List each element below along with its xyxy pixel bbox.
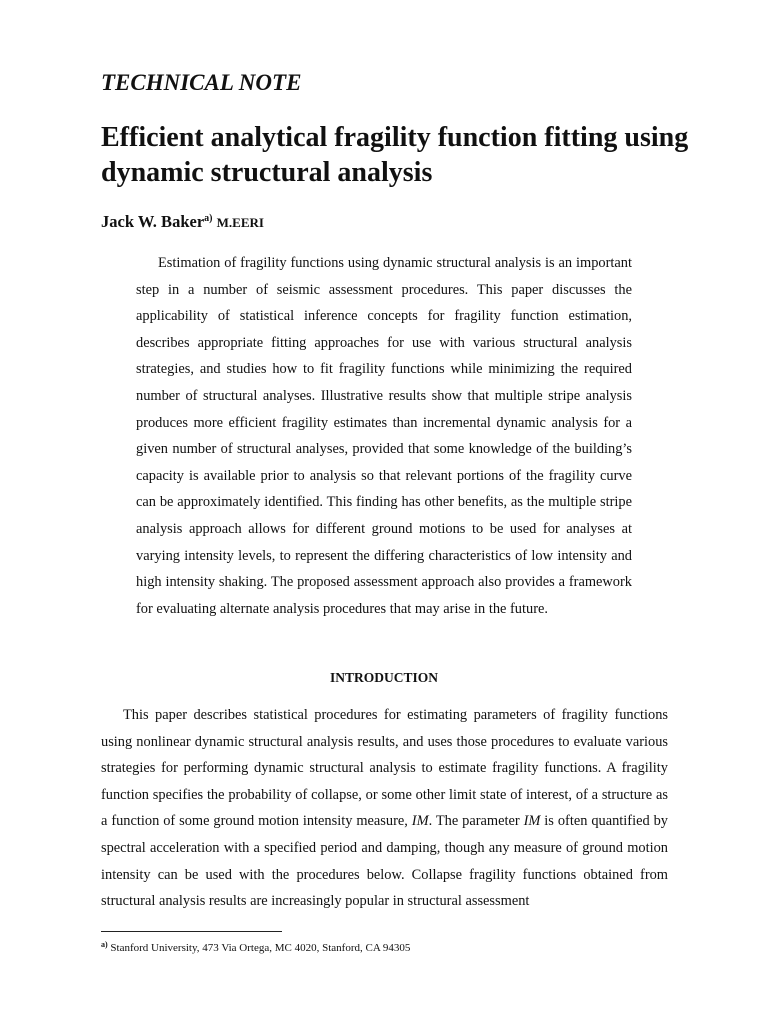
intro-text-part3: is often quantified by spectral acceleration with a specified period and damping, though any measure of ground motion intensity can be used with the procedures below. Collapse fragility functions obtained from structural analysis results are increasingly popular in structural assessment xyxy=(101,813,668,910)
intro-im-term-1: IM xyxy=(411,813,429,830)
paper-title: Efficient analytical fragility function fitting using dynamic structural analysis xyxy=(101,122,689,188)
author-name: Jack W. Baker xyxy=(101,212,205,231)
intro-im-term-2: IM xyxy=(523,813,541,830)
intro-text-part1: This paper describes statistical procedures for estimating parameters of fragility functions using nonlinear dynamic structural analysis results, and uses those procedures to evaluate various strategies for performing dynamic structural analysis to estimate fragility functions. A fragility function specifies the probability of collapse, or some other limit state of interest, of a structure as a function of some ground motion intensity measure, xyxy=(101,707,668,830)
technical-note-label: TECHNICAL NOTE xyxy=(101,70,302,95)
footnote-mark: a) xyxy=(101,940,108,949)
author-membership: M.EERI xyxy=(216,215,264,230)
footnote xyxy=(101,937,668,956)
intro-text-part2: . The parameter xyxy=(428,813,524,830)
author-affiliation-mark: a) xyxy=(204,213,213,224)
abstract: Estimation of fragility functions using dynamic structural analysis is an important step in a number of seismic assessment procedures. This paper discusses the applicability of statistical inference concepts for fragility function estimation, describes appropriate fitting approaches for use with various structural analysis strategies, and studies how to fit fragility functions while minimizing the required number of structural analyses. Illustrative results show that multiple stripe analysis produces more efficient fragility estimates than incremental dynamic analysis for a given number of structural analyses, provided that some knowledge of the building’s capacity is available prior to analysis so that relevant portions of the fragility curve can be approximately identified. This finding has other benefits, as the multiple stripe analysis approach allows for different ground motions to be used for analyses at varying intensity levels, to represent the differing characteristics of low intensity and high intensity shaking. The proposed assessment approach also provides a framework for evaluating alternate analysis procedures that may arise in the future. xyxy=(136,255,632,617)
footnote-text: Stanford University, 473 Via Ortega, MC 4020, Stanford, CA 94305 xyxy=(107,942,411,954)
introduction-paragraph xyxy=(101,702,668,915)
author-line xyxy=(101,208,264,234)
introduction-heading: INTRODUCTION xyxy=(329,670,438,685)
footnote-divider xyxy=(101,931,282,932)
